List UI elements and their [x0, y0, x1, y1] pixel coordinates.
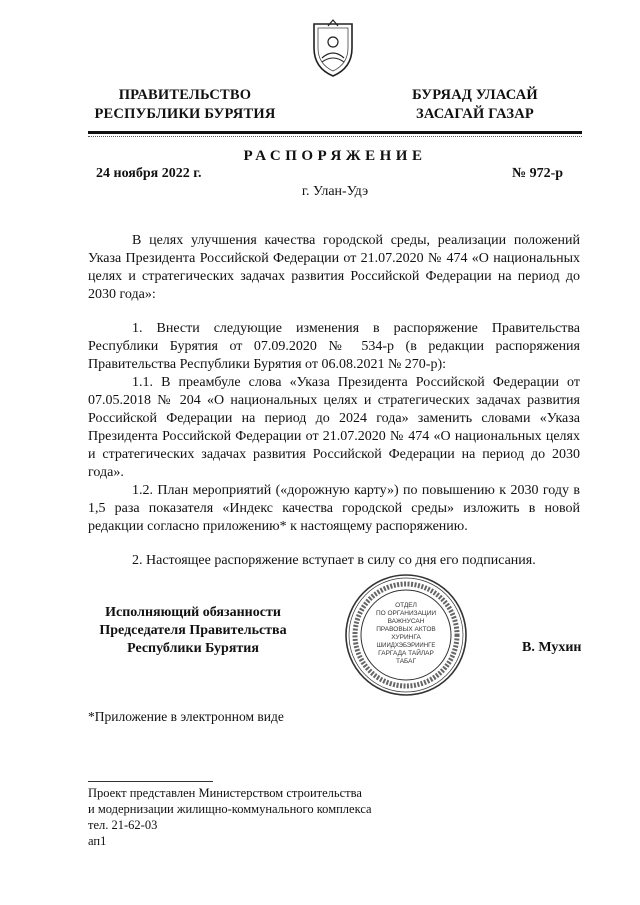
footer-block [88, 785, 372, 849]
footer-rule [88, 781, 213, 782]
stamp-line2: ПО ОРГАНИЗАЦИИ [375, 610, 437, 617]
item-1-2-paragraph: 1.2. План мероприятий («дорожную карту») по повышению к 2030 году в 1,5 раза показателя «Индекс качества городской среды» изложить в новой редакции согласно приложению* к настоящему распоряжению. [88, 483, 580, 534]
signatory-line1: Исполняющий обязанности [105, 605, 281, 620]
document-city: г. Улан-Удэ [301, 184, 369, 199]
document-number: № 972-р [512, 166, 564, 181]
stamp-line7: ГАРГАДА ТАЙЛАР [378, 650, 434, 657]
header-right-line2: ЗАСАГАЙ ГАЗАР [416, 106, 534, 122]
footer-line2: и модернизации жилищно-коммунального комплекса [88, 802, 372, 816]
signatory-title [88, 604, 298, 658]
item-1-1-paragraph: 1.1. В преамбуле слова «Указа Президента Российской Федерации от 07.05.2018 № 204 «О национальных целях и стратегических задачах развития Российской Федерации на период до 2024 года» заменить словами «Указа Президента Российской Федерации от 21.07.2020 № 474 «О национальных целях и стратегических задачах развития Российской Федерации на период до 2030 года». [88, 375, 580, 480]
coat-of-arms-emblem [308, 18, 358, 80]
footer-line4: ап1 [88, 834, 107, 848]
signatory-name: В. Мухин [522, 640, 582, 655]
header-dotted-rule [88, 136, 582, 137]
stamp-line6: ШИИДХЭБЭРИИНГЕ [376, 643, 436, 649]
header-left-line1: ПРАВИТЕЛЬСТВО [118, 87, 252, 103]
stamp-line4: ПРАВОВЫХ АКТОВ [376, 626, 436, 633]
signatory-line2: Председателя Правительства [99, 623, 287, 638]
stamp-line5: ХУРИНГА [391, 634, 421, 641]
official-round-stamp [344, 573, 468, 697]
signatory-line3: Республики Бурятия [127, 641, 259, 656]
preamble-paragraph: В целях улучшения качества городской среды, реализации положений Указа Президента Российской Федерации от 21.07.2020 № 474 «О национальных целях и стратегических задачах развития Российской Федерации на период до 2030 года»: [88, 233, 580, 302]
header-rule [88, 131, 582, 134]
header-right [380, 86, 570, 124]
document-body [88, 232, 580, 570]
item-1-paragraph: 1. Внести следующие изменения в распоряжение Правительства Республики Бурятия от 07.09.2020 № 534-р (в редакции распоряжения Правительства Республики Бурятия от 06.08.2021 № 270-р): [88, 321, 580, 372]
document-date: 24 ноября 2022 г. [96, 166, 202, 181]
stamp-line1: ОТДЕЛ [395, 602, 417, 609]
item-2-paragraph: 2. Настоящее распоряжение вступает в силу со дня его подписания. [132, 553, 536, 568]
footer-line1: Проект представлен Министерством строительства [88, 786, 362, 800]
header-left-line2: РЕСПУБЛИКИ БУРЯТИЯ [94, 106, 276, 122]
footer-line3: тел. 21-62-03 [88, 818, 158, 832]
stamp-line8: ТАБАГ [395, 658, 417, 665]
stamp-line3: ВАЖНУСАН [387, 618, 425, 625]
appendix-note: *Приложение в электронном виде [88, 709, 284, 724]
header-left [78, 86, 292, 124]
document-title: РАСПОРЯЖЕНИЕ [243, 148, 427, 164]
header-right-line1: БУРЯАД УЛАСАЙ [412, 87, 538, 103]
